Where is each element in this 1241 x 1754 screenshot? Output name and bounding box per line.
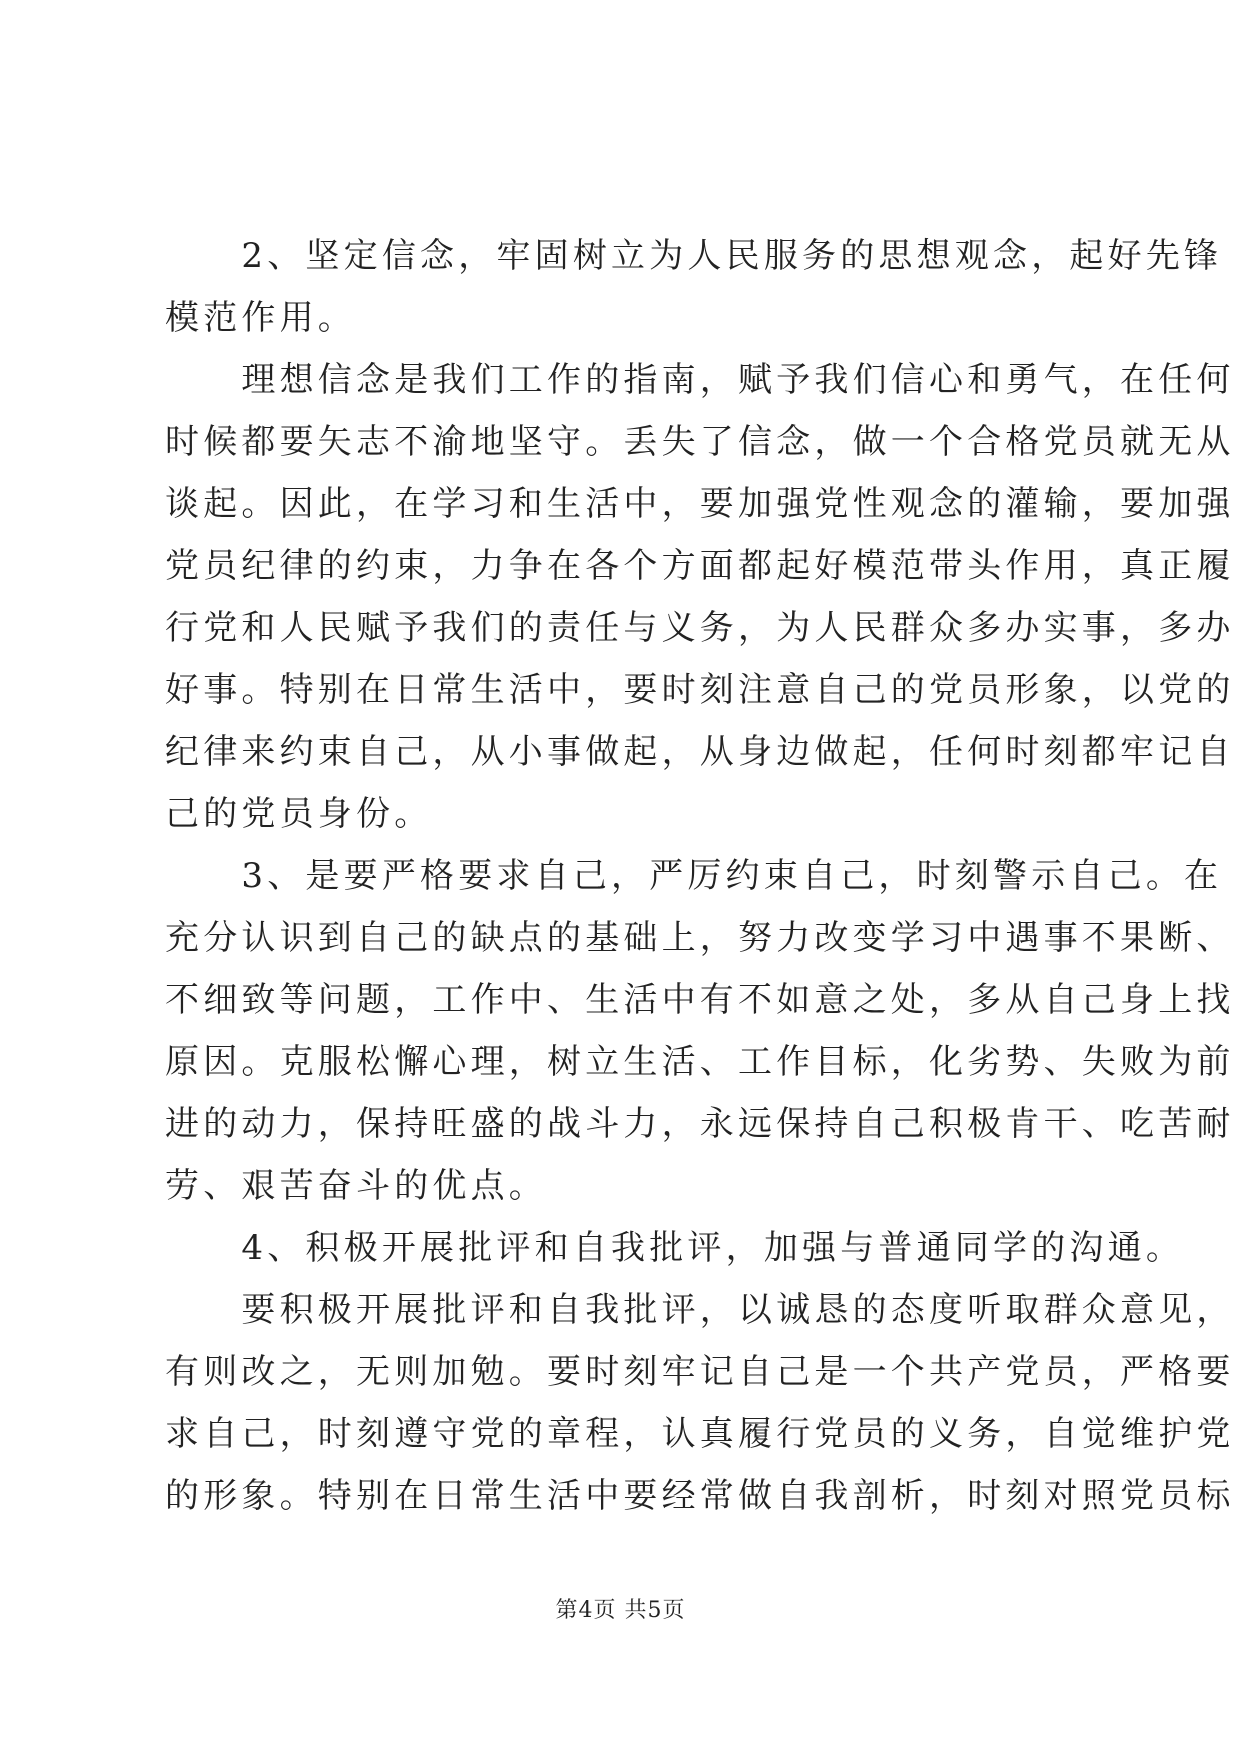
text-line: 行党和人民赋予我们的责任与义务，为人民群众多办实事，多办 xyxy=(165,608,1235,648)
text-line: 谈起。因此，在学习和生活中，要加强党性观念的灌输，要加强 xyxy=(165,484,1235,524)
text-line: 有则改之，无则加勉。要时刻牢记自己是一个共产党员，严格要 xyxy=(165,1352,1235,1392)
text-line: 充分认识到自己的缺点的基础上，努力改变学习中遇事不果断、 xyxy=(165,918,1235,958)
text-line: 党员纪律的约束，力争在各个方面都起好模范带头作用，真正履 xyxy=(165,546,1235,586)
text-line: 模范作用。 xyxy=(165,298,356,338)
text-line: 2、坚定信念，牢固树立为人民服务的思想观念，起好先锋 xyxy=(165,236,1223,276)
text-line: 进的动力，保持旺盛的战斗力，永远保持自己积极肯干、吃苦耐 xyxy=(165,1104,1235,1144)
page-number-footer: 第4页 共5页 xyxy=(555,1598,686,1623)
text-line: 己的党员身份。 xyxy=(165,794,433,834)
text-line: 要积极开展批评和自我批评，以诚恳的态度听取群众意见， xyxy=(165,1290,1235,1330)
body-text xyxy=(165,225,1235,1527)
text-line: 的形象。特别在日常生活中要经常做自我剖析，时刻对照党员标 xyxy=(165,1476,1235,1516)
text-line: 好事。特别在日常生活中，要时刻注意自己的党员形象，以党的 xyxy=(165,670,1235,710)
text-line: 不细致等问题，工作中、生活中有不如意之处，多从自己身上找 xyxy=(165,980,1235,1020)
text-line: 纪律来约束自己，从小事做起，从身边做起，任何时刻都牢记自 xyxy=(165,732,1235,772)
text-line: 原因。克服松懈心理，树立生活、工作目标，化劣势、失败为前 xyxy=(165,1042,1235,1082)
text-line: 3、是要严格要求自己，严厉约束自己，时刻警示自己。在 xyxy=(165,856,1223,896)
text-line: 时候都要矢志不渝地坚守。丢失了信念，做一个合格党员就无从 xyxy=(165,422,1235,462)
text-line: 4、积极开展批评和自我批评，加强与普通同学的沟通。 xyxy=(165,1228,1185,1268)
text-line: 劳、艰苦奋斗的优点。 xyxy=(165,1166,547,1206)
text-line: 求自己，时刻遵守党的章程，认真履行党员的义务，自觉维护党 xyxy=(165,1414,1235,1454)
text-line: 理想信念是我们工作的指南，赋予我们信心和勇气，在任何 xyxy=(165,360,1235,400)
